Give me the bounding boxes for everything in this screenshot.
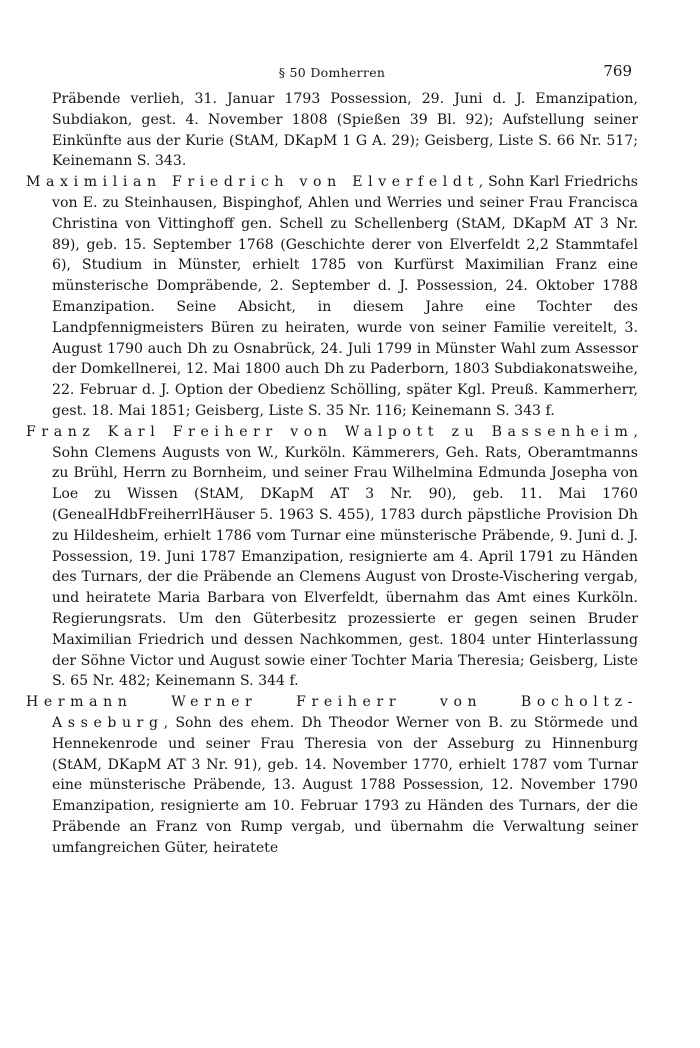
entry-name: Maximilian Friedrich von Elverfeldt	[26, 174, 479, 191]
entry-elverfeldt	[26, 172, 638, 422]
entry-name: Hermann Werner Freiherr von Bocholtz-Asseburg	[26, 694, 638, 731]
entry-text: , Sohn Clemens Augusts von W., Kurköln. Kämmerers, Geh. Rats, Oberamtmanns zu Brühl, Herrn zu Bornheim, und seiner Frau Wilhelmina Edmunda Josepha von Loe zu Wissen (StAM, DKapM AT 3 Nr. 90), geb. 11. Mai 1760 (GenealHdbFreiherrlHäuser 5. 1963 S. 455), 1783 durch päpstliche Provision Dh zu Hildesheim, erhielt 1786 vom Turnar eine münsterische Präbende, 9. Juni d. J. Possession, 19. Juni 1787 Emanzipation, resignierte am 4. April 1791 zu Händen des Turnars, der die Präbende an Clemens August von Droste-Vischering vergab, und heiratete Maria Barbara von Elverfeldt, übernahm das Amt eines Kurköln. Regierungsrats. Um den Güterbesitz prozessierte er gegen seinen Bruder Maximilian Friedrich und dessen Nachkommen, gest. 1804 unter Hinterlassung der Söhne Victor und August sowie einer Tochter Maria Theresia; Geisberg, Liste S. 65 Nr. 482; Keinemann S. 344 f.	[52, 423, 638, 690]
section-title: § 50 Domherren	[278, 65, 386, 80]
entry-name: Franz Karl Freiherr von Walpott zu Bassenheim	[26, 423, 634, 440]
entry-continuation	[26, 89, 638, 172]
page-number: 769	[603, 62, 632, 80]
entry-bocholtz	[26, 692, 638, 858]
entry-text: , Sohn Karl Friedrichs von E. zu Steinhausen, Bispinghof, Ahlen und Werries und seiner Frau Francisca Christina von Vittinghoff gen. Schell zu Schellenberg (StAM, DKapM AT 3 Nr. 89), geb. 15. September 1768 (Geschichte derer von Elverfeldt 2,2 Stammtafel 6), Studium in Münster, erhielt 1785 von Kurfürst Maximilian Franz eine münsterische Dompräbende, 2. September d. J. Possession, 24. Oktober 1788 Emanzipation. Seine Absicht, in diesem Jahre eine Tochter des Landpfennigmeisters Büren zu heiraten, wurde von seiner Familie vereitelt, 3. August 1790 auch Dh zu Osnabrück, 24. Juli 1799 in Münster Wahl zum Assessor der Domkellnerei, 12. Mai 1800 auch Dh zu Paderborn, 1803 Subdiakonatsweihe, 22. Februar d. J. Option der Obedienz Schölling, später Kgl. Preuß. Kammerherr, gest. 18. Mai 1851; Geisberg, Liste S. 35 Nr. 116; Keinemann S. 343 f.	[52, 174, 638, 419]
document-page	[26, 62, 638, 858]
entry-text: Präbende verlieh, 31. Januar 1793 Possession, 29. Juni d. J. Emanzipation, Subdiakon, gest. 4. November 1808 (Spießen 39 Bl. 92); Aufstellung seiner Einkünfte aus der Kurie (StAM, DKapM 1 G A. 29); Geisberg, Liste S. 66 Nr. 517; Keinemann S. 343.	[52, 91, 638, 170]
entry-text: , Sohn des ehem. Dh Theodor Werner von B. zu Störmede und Hennekenrode und seiner Frau Theresia von der Asseburg zu Hinnenburg (StAM, DKapM AT 3 Nr. 91), geb. 14. November 1770, erhielt 1787 vom Turnar eine münsterische Präbende, 13. August 1788 Possession, 12. November 1790 Emanzipation, resignierte am 10. Februar 1793 zu Händen des Turnars, der die Präbende an Franz von Rump vergab, und übernahm die Verwaltung seiner umfangreichen Güter, heiratete	[52, 714, 638, 856]
entry-walpott	[26, 422, 638, 692]
running-head	[26, 62, 638, 82]
